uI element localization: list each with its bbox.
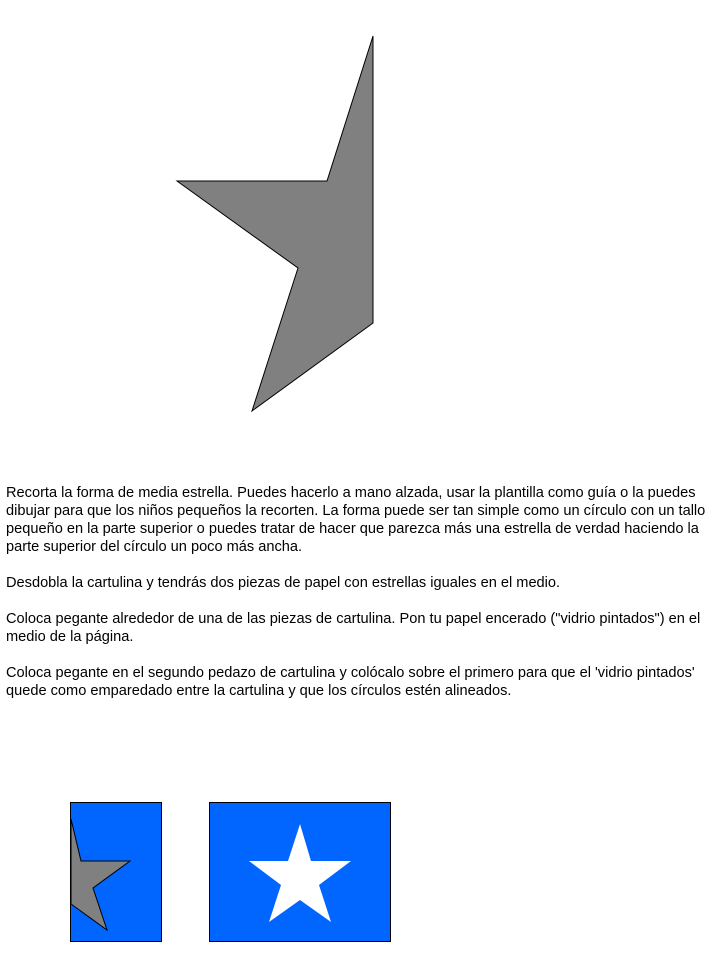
unfolded-card-star-icon [209, 802, 391, 942]
half-star-template-icon [0, 0, 718, 430]
folded-card-half-star-icon [70, 802, 162, 942]
half-star-shape [177, 36, 373, 411]
instruction-step-4: Coloca pegante en el segundo pedazo de cartulina y colócalo sobre el primero para que el 'vidrio pintados' quede como emparedado entre la cartulina y que los círculos estén alineados. [6, 665, 695, 699]
instructions [6, 484, 716, 718]
instruction-step-2: Desdobla la cartulina y tendrás dos piezas de papel con estrellas iguales en el medio. [6, 575, 561, 591]
instruction-step-3: Coloca pegante alrededor de una de las piezas de cartulina. Pon tu papel encerado ("vidrio pintados") en el medio de la página. [6, 611, 701, 645]
instruction-step-1: Recorta la forma de media estrella. Puedes hacerlo a mano alzada, usar la plantilla como guía o la puedes dibujar para que los niños pequeños la recorten. La forma puede ser tan simple como un círculo con un tallo pequeño en la parte superior o puedes tratar de hacer que parezca más una estrella de verdad haciendo la parte superior del círculo un poco más ancha. [6, 485, 706, 555]
